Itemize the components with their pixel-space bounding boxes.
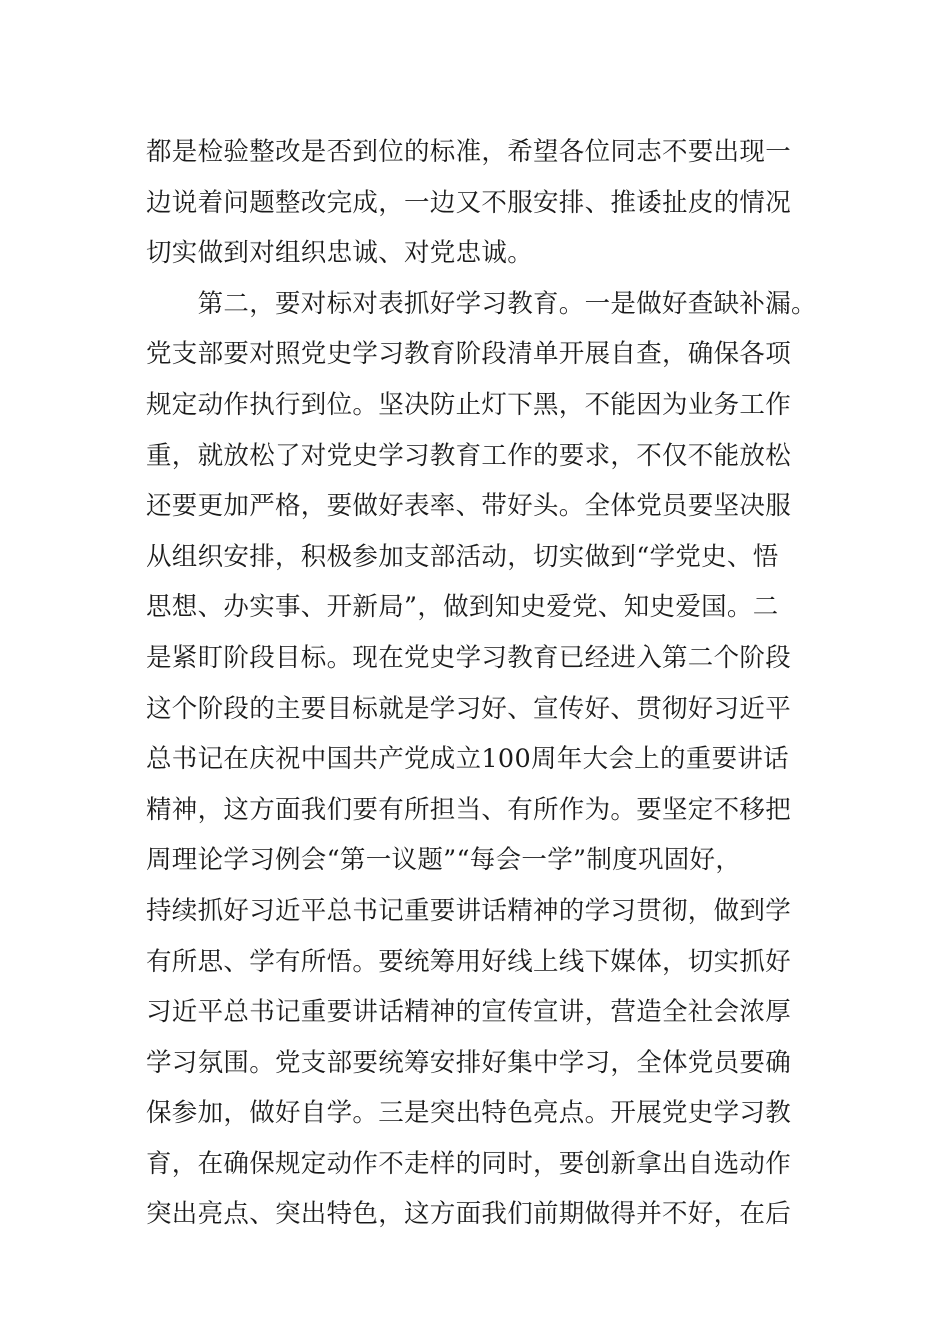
paragraph-start-line: 第二，要对标对表抓好学习教育。一是做好查缺补漏。: [146, 288, 817, 319]
text-line: 重，就放松了对党史学习教育工作的要求，不仅不能放松: [146, 440, 792, 471]
text-line: 精神，这方面我们要有所担当、有所作为。要坚定不移把: [146, 794, 792, 825]
text-line: 思想、办实事、开新局”，做到知史爱党、知史爱国。二: [146, 592, 779, 623]
text-line: 边说着问题整改完成，一边又不服安排、推诿扯皮的情况: [146, 187, 792, 218]
text-line: 总书记在庆祝中国共产党成立100周年大会上的重要讲话: [146, 744, 789, 775]
text-line: 都是检验整改是否到位的标准，希望各位同志不要出现一: [146, 137, 792, 167]
text-line: 是紧盯阶段目标。现在党史学习教育已经进入第二个阶段: [146, 642, 792, 673]
text-line: 习近平总书记重要讲话精神的宣传宣讲，营造全社会浓厚: [146, 997, 792, 1028]
text-line: 突出亮点、突出特色，这方面我们前期做得并不好，在后: [146, 1199, 792, 1230]
text-line: 有所思、学有所悟。要统筹用好线上线下媒体，切实抓好: [146, 946, 792, 977]
text-line: 持续抓好习近平总书记重要讲话精神的学习贯彻，做到学: [146, 895, 792, 926]
body-text: [146, 127, 816, 1240]
text-line: 切实做到对组织忠诚、对党忠诚。: [146, 238, 534, 269]
text-line: 党支部要对照党史学习教育阶段清单开展自查，确保各项: [146, 339, 792, 370]
text-line: 保参加，做好自学。三是突出特色亮点。开展党史学习教: [146, 1098, 792, 1129]
text-line: 育，在确保规定动作不走样的同时，要创新拿出自选动作: [146, 1148, 792, 1179]
text-line: 这个阶段的主要目标就是学习好、宣传好、贯彻好习近平: [146, 693, 792, 724]
text-line: 还要更加严格，要做好表率、带好头。全体党员要坚决服: [146, 491, 792, 522]
text-line: 从组织安排，积极参加支部活动，切实做到“学党史、悟: [146, 541, 779, 572]
text-line: 学习氛围。党支部要统筹安排好集中学习，全体党员要确: [146, 1047, 792, 1078]
text-line: 规定动作执行到位。坚决防止灯下黑，不能因为业务工作: [146, 389, 792, 420]
text-line: 周理论学习例会“第一议题”“每会一学”制度巩固好，: [146, 845, 742, 876]
